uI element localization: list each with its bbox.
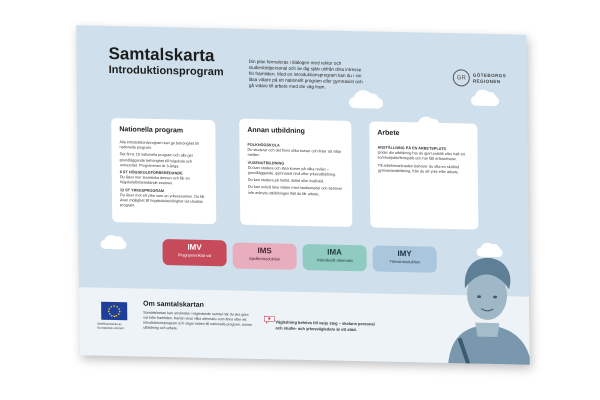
card-arbete [369, 121, 478, 229]
card-body [247, 141, 346, 200]
about-text: Samtalskartan kan användas i vägledande samtal när du ska göra val inför framtiden. Kartan visar vilka alternativ som finns efter ett introduktionsprogram och vägar vidare till nationella program, annan utbildning och arbete. [143, 310, 252, 331]
guidance-text: Vägledning behövs till varje steg – skolans personal och studie- och yrkesvägledare är ett stöd. [275, 319, 375, 332]
speech-heart-icon [263, 311, 275, 320]
card-paragraph: Det finns 18 nationella program och alla ger grundläggande behörighet till högskola och universitet. Programmen är 3-åriga. [119, 152, 194, 169]
card-paragraph: Under din utbildning har du gjort praktik eller haft ett sommarjobb/feriejobb och har fått erfarenheter. [377, 150, 465, 162]
card-body [377, 144, 471, 178]
poster [76, 25, 530, 364]
cloud-decoration [100, 240, 126, 250]
card-annan-utbildning [239, 119, 352, 227]
program-code: IMS [257, 246, 272, 256]
program-label: Yrkesintroduktion [389, 258, 421, 265]
program-label: Programinriktat val [177, 252, 212, 259]
program-code: IMY [397, 248, 412, 259]
program-pill-imv[interactable] [162, 239, 226, 266]
gr-logo-icon: GR [453, 69, 470, 86]
program-code: IMA [327, 247, 342, 257]
intro-text: Din plan formuleras i dialogen med rektor och studiestödpersonal och av dig själv utifrån dina intresse för framtiden. Med en introduktionsprogram kan du i sin läsa vidare på ett nationellt program eller gymnasiet och gå vidare till arbete med din väg fram. [248, 58, 363, 90]
card-paragraph: Du studerar och det finns olika kurser och linjer att välja mellan. [247, 148, 341, 158]
gr-logo-text [473, 72, 507, 85]
card-paragraph: Du läser mot ett yrke som en yrkesexamen. Du får även möjlighet till högskolebehörighet vid utvalda program. [119, 192, 205, 208]
program-pill-ims[interactable] [232, 243, 296, 270]
student-photo [438, 238, 529, 365]
program-pill-imy[interactable] [373, 245, 437, 272]
program-pill-ima[interactable] [303, 244, 367, 271]
logo-line-1: GÖTEBORGS [472, 72, 507, 78]
about-title: Om samtalskartan [143, 300, 204, 309]
card-paragraph: Du kan studera och läsa kurser på olika nivåer – grundläggande, gymnasial nivå eller yrkesutbildning. [247, 165, 337, 177]
card-subheading: 6 ST HÖGSKOLEFÖRBEREDANDE [119, 170, 183, 176]
page-subtitle: Introduktionsprogram [108, 63, 224, 79]
card-title: Annan utbildning [247, 126, 305, 136]
program-label: Individuellt alternativ [316, 257, 353, 264]
card-paragraph: Du läser mer teoretiska ämnen och får en högskoleförberedande examen. [119, 175, 190, 186]
card-paragraph: Du kan studera på heltid, deltid eller kvällstid. [247, 178, 325, 184]
program-code: IMV [187, 242, 202, 252]
card-title: Nationella program [119, 126, 184, 135]
card-paragraph: Alla introduktionsprogram kan ge behörighet till nationella program. [119, 140, 199, 151]
cloud-decoration [471, 96, 499, 107]
gr-logo [453, 69, 507, 87]
cloud-decoration [349, 97, 383, 109]
card-nationella-program [111, 118, 216, 224]
card-subheading: FOLKHÖGSKOLA [247, 142, 280, 148]
eu-caption: Medfinansieras av Europeiska unionen [97, 321, 124, 331]
logo-line-2: REGIONEN [472, 78, 501, 84]
card-subheading: ANSTÄLLNING PÅ EN ARBETSPLATS [377, 145, 447, 152]
card-paragraph: Du kan också läsa vidare med studiemedel och behöver inte avbryta utbildningen ifall du får arbete. [247, 185, 343, 196]
page-title: Samtalskarta [108, 43, 215, 66]
card-subheading: 12 ST YRKESPROGRAM [119, 187, 164, 193]
program-label: Språkintroduktion [249, 255, 281, 262]
card-body [119, 140, 210, 212]
card-title: Arbete [377, 129, 400, 138]
eu-flag-icon [101, 302, 127, 321]
card-subheading: VUXENUTBILDNING [247, 160, 285, 166]
card-paragraph: Till arbetsmarknaden behöver du ofta en slutförd gymnasieutbildning, från du ett yrke eller arbete. [377, 163, 460, 175]
